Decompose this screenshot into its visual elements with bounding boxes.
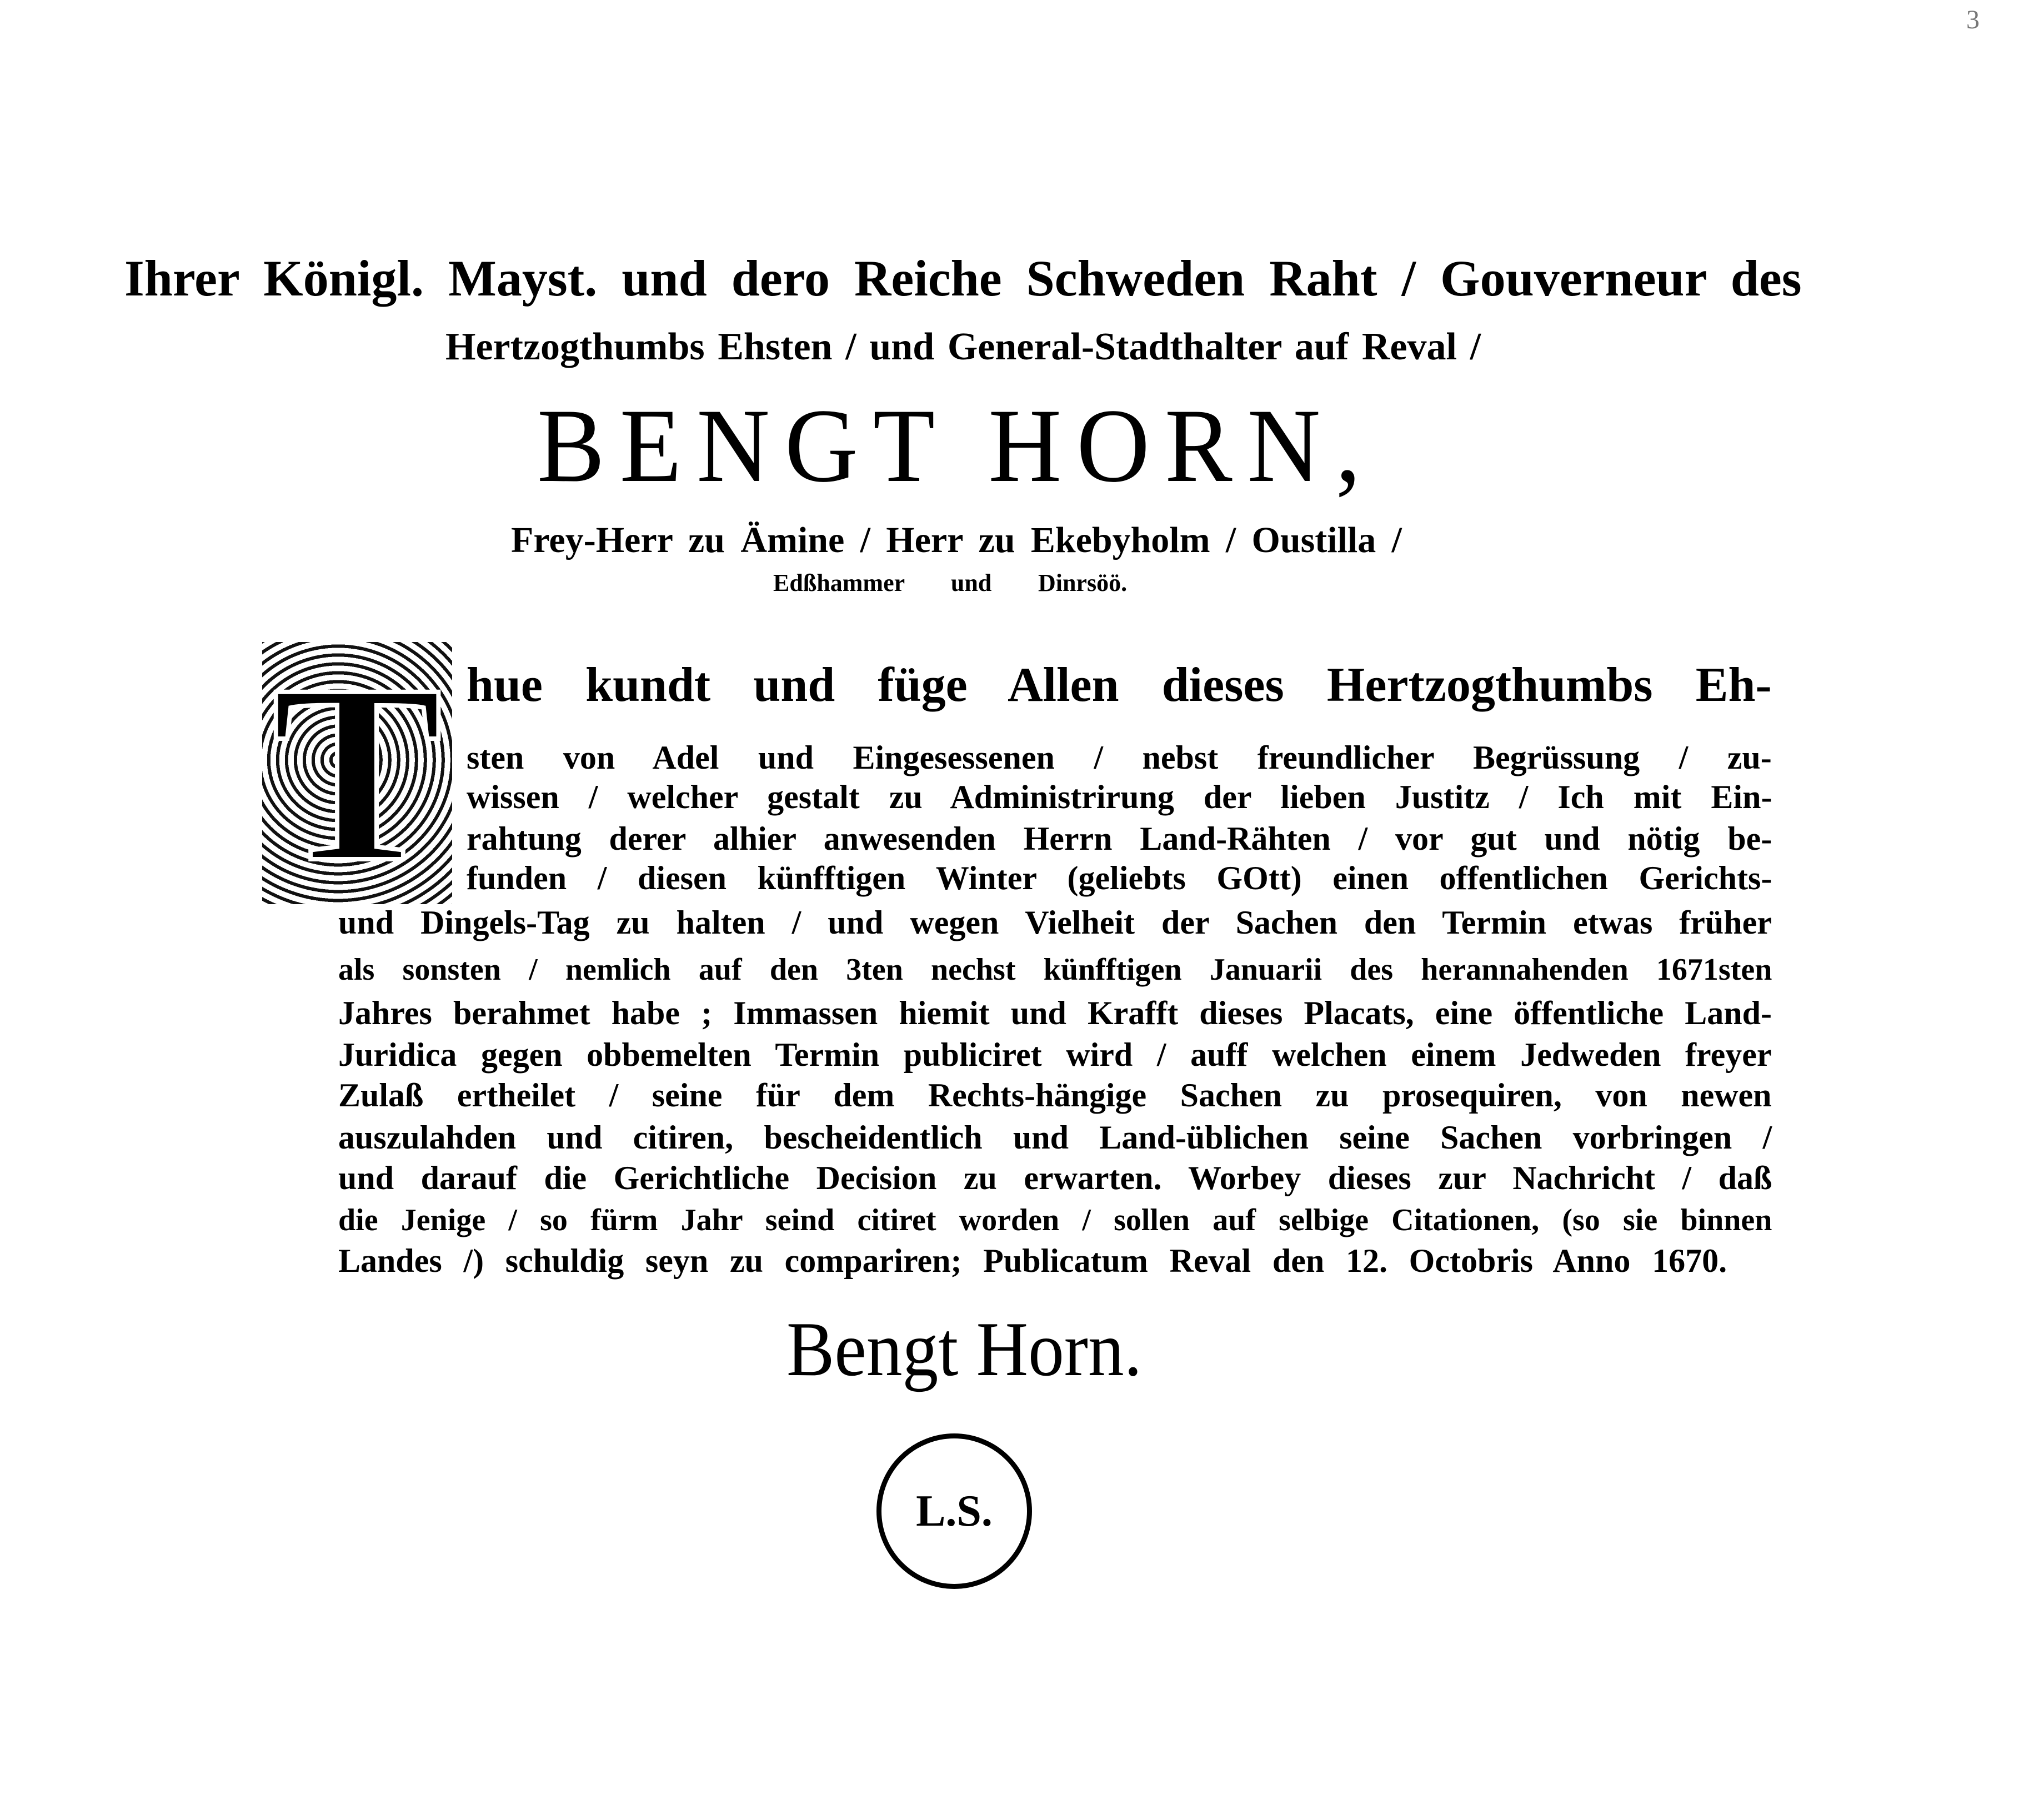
- body-line: rahtung derer alhier anwesenden Herrn Land-Rähten / vor gut und nötig be-: [467, 820, 1772, 857]
- body-line: Landes /) schuldig seyn zu compariren; Publicatum Reval den 12. Octobris Anno 1670.: [338, 1242, 1727, 1279]
- seal-label: L.S.: [916, 1486, 993, 1536]
- seal-circle: [876, 1433, 1032, 1589]
- body-line: als sonsten / nemlich auf den 3ten nechst künfftigen Januarii des herannahenden 1671sten: [338, 952, 1772, 987]
- header-line-2: Hertzogthumbs Ehsten / und General-Stadthalter auf Reval /: [445, 325, 1481, 368]
- header-line-1: Ihrer Königl. Mayst. und dero Reiche Schweden Raht / Gouverneur des: [124, 250, 1802, 307]
- body-line: wissen / welcher gestalt zu Administrirung der lieben Justitz / Ich mit Ein-: [467, 779, 1772, 815]
- body-line: Zulaß ertheilet / seine für dem Rechts-hängige Sachen zu prosequiren, von newen: [338, 1077, 1772, 1114]
- ornamental-drop-cap: T: [262, 642, 452, 904]
- body-line: Jahres berahmet habe ; Immassen hiemit und Krafft dieses Placats, eine öffentliche Land-: [338, 995, 1772, 1031]
- issuer-titles-1: Frey-Herr zu Ämine / Herr zu Ekebyholm / Oustilla /: [511, 520, 1402, 560]
- issuer-name: BENGT HORN,: [537, 388, 1376, 504]
- body-line: die Jenige / so fürm Jahr seind citiret worden / sollen auf selbige Citationen, (so sie binnen: [338, 1203, 1772, 1237]
- issuer-titles-2: Edßhammer und Dinrsöö.: [773, 569, 1128, 596]
- body-line: sten von Adel und Eingesessenen / nebst freundlicher Begrüssung / zu-: [467, 739, 1772, 776]
- body-line: auszulahden und citiren, bescheidentlich und Land-üblichen seine Sachen vorbringen /: [338, 1119, 1772, 1156]
- body-line: und Dingels-Tag zu halten / und wegen Vielheit der Sachen den Termin etwas früher: [338, 904, 1772, 941]
- page-number-mark: 3: [1966, 5, 1980, 34]
- signature: Bengt Horn.: [786, 1306, 1143, 1392]
- body-line: hue kundt und füge Allen dieses Hertzogthumbs Eh-: [467, 658, 1772, 712]
- body-line: Juridica gegen obbemelten Termin publiciret wird / auff welchen einem Jedweden freyer: [338, 1036, 1772, 1073]
- body-line: funden / diesen künfftigen Winter (geliebts GOtt) einen offentlichen Gerichts-: [467, 860, 1772, 896]
- body-line: und darauf die Gerichtliche Decision zu erwarten. Worbey dieses zur Nachricht / daß: [338, 1160, 1772, 1196]
